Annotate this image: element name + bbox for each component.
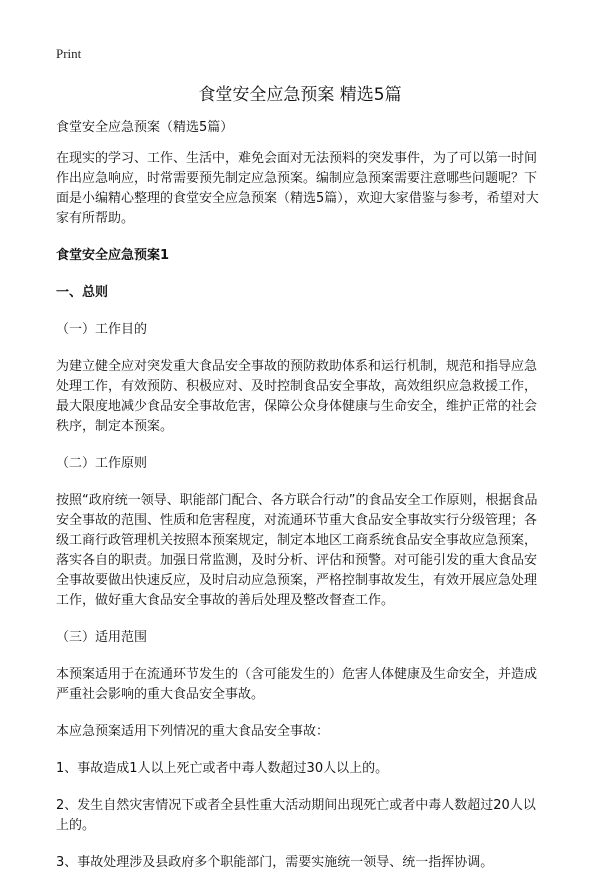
principles-paragraph: 按照“政府统一领导、职能部门配合、各方联合行动”的食品安全工作原则，根据食品安全事故的范围、性质和危害程度，对流通环节重大食品安全事故实行分级管理；各级工商行政管理机关按照本预案规定，制定本地区工商系统食品安全事故应急预案，落实各自的职责。加强日常监测，及时分析、评估和预警。对可能引发的重大食品安全事故要做出快速反应，及时启动应急预案，严格控制事故发生，有效开展应急处理工作，做好重大食品安全事故的善后处理及整改督查工作。: [56, 493, 538, 608]
subsection-heading-purpose: （一）工作目的: [56, 322, 148, 337]
list-item: 1、事故造成1人以上死亡或者中毒人数超过30人以上的。: [56, 761, 389, 776]
subsection-heading-principles: （二）工作原则: [56, 456, 148, 471]
section-heading: 食堂安全应急预案1: [56, 248, 170, 263]
list-intro: 本应急预案适用下列情况的重大食品安全事故：: [56, 724, 330, 739]
article-subtitle: 食堂安全应急预案（精选5篇）: [56, 120, 234, 135]
intro-paragraph: 在现实的学习、工作、生活中，难免会面对无法预料的突发事件，为了可以第一时间作出应急响应，时常需要预先制定应急预案。编制应急预案需要注意哪些问题呢？下面是小编精心整理的食堂安全应急预案（精选5篇），欢迎大家借鉴与参考，希望对大家有所帮助。: [56, 151, 539, 226]
list-item: 2、发生自然灾害情况下或者全县性重大活动期间出现死亡或者中毒人数超过20人以上的。: [56, 798, 536, 833]
purpose-paragraph: 为建立健全应对突发重大食品安全事故的预防救助体系和运行机制，规范和指导应急处理工作，有效预防、积极应对、及时控制食品安全事故，高效组织应急救援工作，最大限度地减少食品安全事故危害，保障公众身体健康与生命安全，维护正常的社会秩序，制定本预案。: [56, 359, 538, 434]
subsection-heading-scope: （三）适用范围: [56, 630, 148, 645]
scope-paragraph: 本预案适用于在流通环节发生的（含可能发生的）危害人体健康及生命安全，并造成严重社会影响的重大食品安全事故。: [56, 667, 538, 702]
article-body: [56, 118, 548, 890]
list-item: 3、事故处理涉及县政府多个职能部门，需要实施统一领导、统一指挥协调。: [56, 855, 494, 870]
page-title: 食堂安全应急预案 精选5篇: [198, 85, 402, 105]
part-heading: 一、总则: [56, 285, 109, 300]
print-link[interactable]: Print: [56, 46, 82, 61]
